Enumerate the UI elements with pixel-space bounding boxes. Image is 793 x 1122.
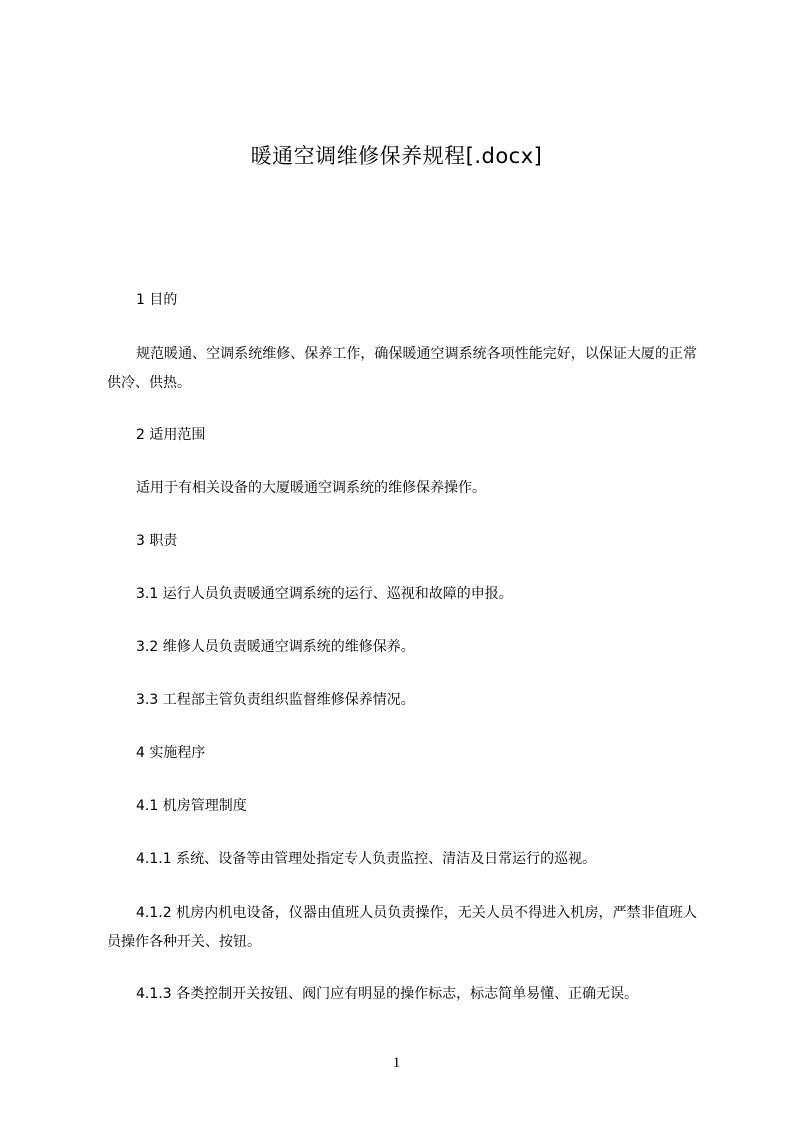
paragraph-purpose: 规范暖通、空调系统维修、保养工作，确保暖通空调系统各项性能完好，以保证大厦的正常供冷、供热。: [107, 346, 697, 391]
paragraph-4-1-3: 4.1.3 各类控制开关按钮、阀门应有明显的操作标志，标志简单易懂、正确无误。: [136, 986, 639, 1002]
paragraph-3-2: 3.2 维修人员负责暖通空调系统的维修保养。: [136, 639, 415, 655]
heading-4-1: 4.1 机房管理制度: [136, 798, 247, 814]
paragraph-3-1: 3.1 运行人员负责暖通空调系统的运行、巡视和故障的申报。: [136, 586, 513, 602]
page-number: 1: [392, 1055, 401, 1071]
paragraph-scope: 适用于有相关设备的大厦暖通空调系统的维修保养操作。: [136, 480, 486, 496]
heading-procedure: 4 实施程序: [136, 745, 206, 761]
paragraph-4-1-2: 4.1.2 机房内机电设备，仪器由值班人员负责操作，无关人员不得进入机房，严禁非值班人员操作各种开关、按钮。: [107, 905, 697, 950]
paragraph-3-3: 3.3 工程部主管负责组织监督维修保养情况。: [136, 692, 415, 708]
document-title: 暖通空调维修保养规程[.docx]: [250, 144, 543, 168]
paragraph-4-1-1: 4.1.1 系统、设备等由管理处指定专人负责监控、清洁及日常运行的巡视。: [136, 851, 597, 867]
heading-purpose: 1 目的: [136, 292, 178, 308]
heading-scope: 2 适用范围: [136, 427, 206, 443]
heading-responsibilities: 3 职责: [136, 533, 178, 549]
